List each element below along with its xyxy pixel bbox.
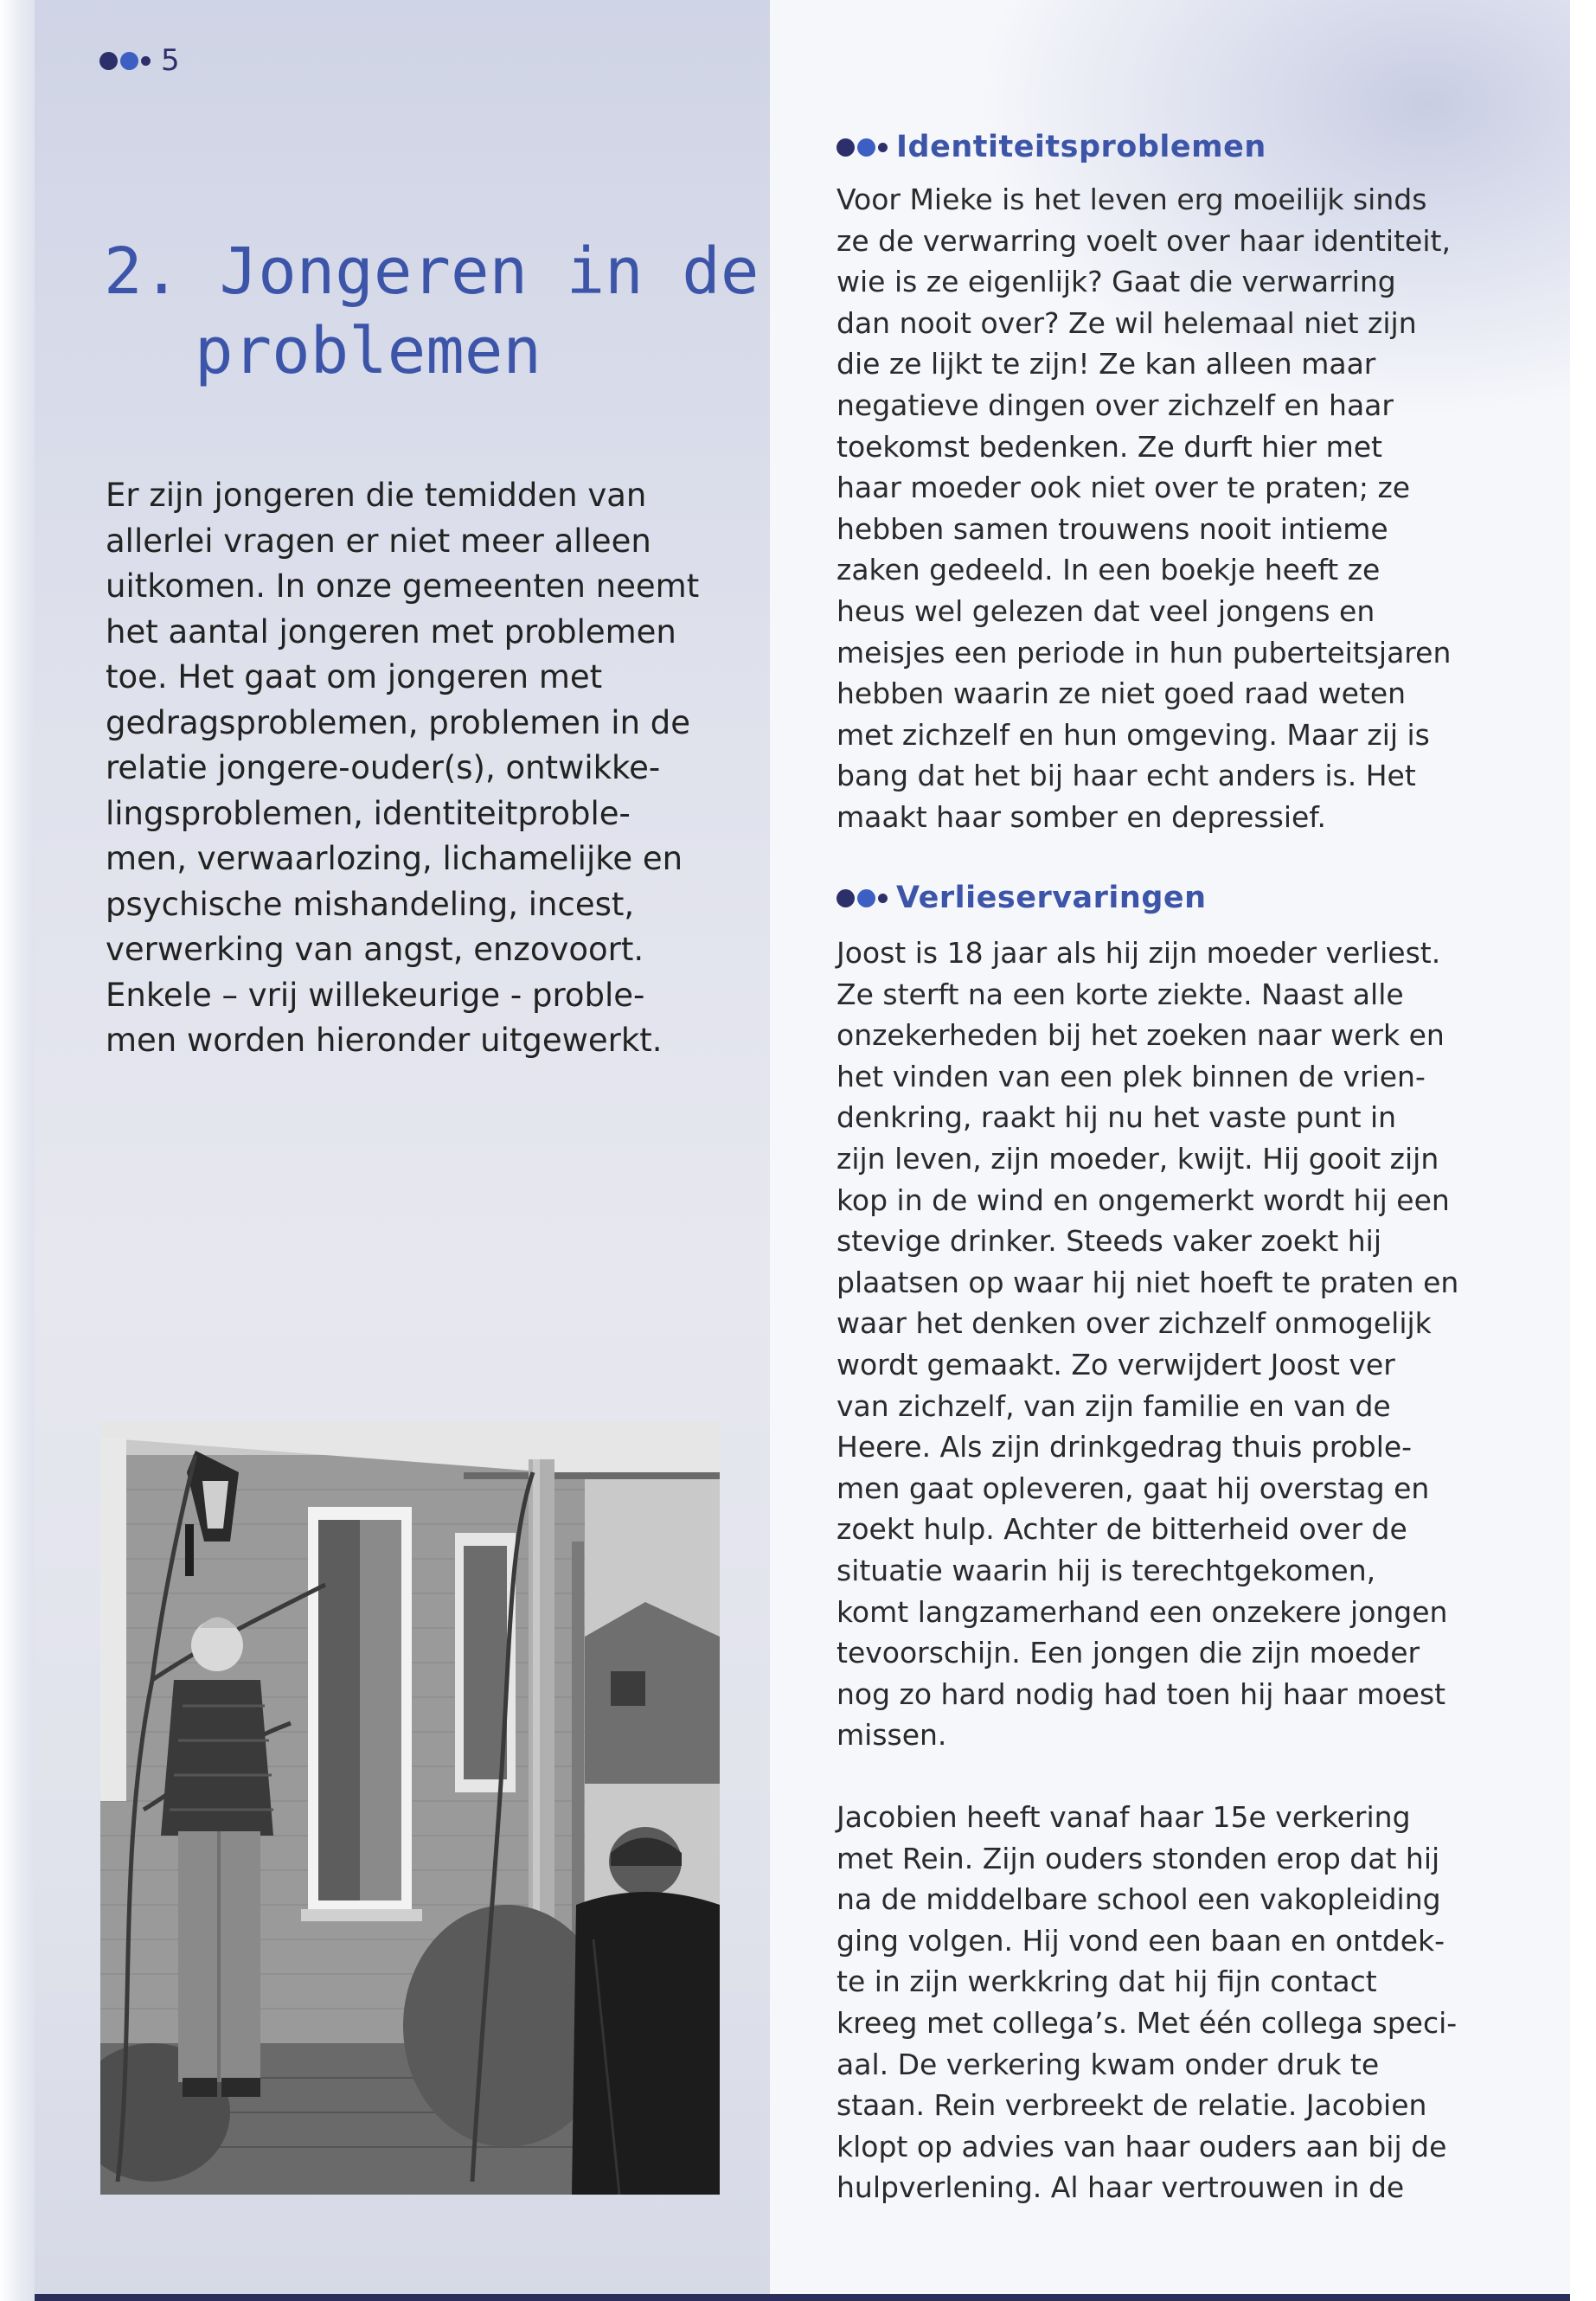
section-body-identiteit	[836, 179, 1563, 838]
photo-illustration	[100, 1420, 720, 2195]
text-line: bang dat het bij haar echt anders is. Het	[836, 759, 1416, 793]
text-line: kreeg met collega’s. Met één collega speci-	[836, 2005, 1458, 2040]
text-line: ging volgen. Hij vond een baan en ontdek-	[836, 1923, 1445, 1958]
photo-two-young-men	[100, 1420, 720, 2195]
section-heading-verlies	[836, 881, 1207, 915]
text-line: relatie jongere-ouder(s), ontwikke-	[106, 749, 661, 786]
text-line: heus wel gelezen dat veel jongens en	[836, 593, 1375, 628]
page-number	[99, 43, 180, 78]
text-line: denkring, raakt hij nu het vaste punt in	[836, 1100, 1397, 1135]
text-line: van zichzelf, van zijn familie en van de	[836, 1388, 1391, 1423]
text-line: die ze lijkt te zijn! Ze kan alleen maar	[836, 347, 1376, 381]
text-line: aal. De verkering kwam onder druk te	[836, 2047, 1380, 2081]
text-line: wie is ze eigenlijk? Gaat die verwarring	[836, 265, 1396, 299]
section-heading-identiteit	[836, 130, 1266, 164]
text-line: nog zo hard nodig had toen hij haar moest	[836, 1676, 1446, 1711]
text-line: gedragsproblemen, problemen in de	[106, 703, 691, 741]
chapter-title-line: problemen	[195, 314, 542, 388]
page-number-text: 5	[161, 43, 180, 78]
text-line: Enkele – vrij willekeurige - proble-	[106, 976, 645, 1014]
text-line: lingsproblemen, identiteitproble-	[106, 794, 631, 832]
text-line: dan nooit over? Ze wil helemaal niet zijn	[836, 305, 1417, 340]
text-line: onzekerheden bij het zoeken naar werk en	[836, 1018, 1445, 1053]
section-heading-text: Identiteitsproblemen	[896, 130, 1266, 164]
bottom-edge	[35, 2294, 1570, 2301]
section-body-verlies-joost	[836, 933, 1563, 1756]
text-line: met Rein. Zijn ouders stonden erop dat hij	[836, 1841, 1440, 1875]
text-line: staan. Rein verbreekt de relatie. Jacobien	[836, 2088, 1427, 2123]
text-line: maakt haar somber en depressief.	[836, 799, 1326, 834]
text-line: missen.	[836, 1718, 947, 1753]
bullet-dots-icon	[836, 138, 888, 157]
text-line: tevoorschijn. Een jongen die zijn moeder	[836, 1636, 1420, 1670]
bullet-dots-icon	[99, 52, 151, 70]
text-line: men, verwaarlozing, lichamelijke en	[106, 840, 683, 877]
text-line: wordt gemaakt. Zo verwijdert Joost ver	[836, 1347, 1395, 1381]
text-line: stevige drinker. Steeds vaker zoekt hij	[836, 1224, 1381, 1259]
text-line: men worden hieronder uitgewerkt.	[106, 1022, 663, 1059]
text-line: het aantal jongeren met problemen	[106, 612, 676, 651]
text-line: plaatsen op waar hij niet hoeft te praten en	[836, 1265, 1459, 1299]
text-line: na de middelbare school een vakopleiding	[836, 1882, 1441, 1917]
text-line: Voor Mieke is het leven erg moeilijk sinds	[836, 183, 1427, 216]
text-line: haar moeder ook niet over te praten; ze	[836, 471, 1411, 505]
text-line: hulpverlening. Al haar vertrouwen in de	[836, 2170, 1405, 2205]
text-line: toe. Het gaat om jongeren met	[106, 658, 603, 695]
text-line: Joost is 18 jaar als hij zijn moeder verliest.	[836, 936, 1441, 970]
text-line: psychische mishandeling, incest,	[106, 885, 635, 923]
page-edge-right	[1570, 0, 1596, 2301]
text-line: uitkomen. In onze gemeenten neemt	[106, 567, 700, 605]
text-line: hebben samen trouwens nooit intieme	[836, 511, 1388, 546]
text-line: ze de verwarring voelt over haar identiteit,	[836, 223, 1451, 258]
section-heading-text: Verlieservaringen	[896, 881, 1207, 915]
chapter-title	[104, 232, 760, 391]
text-line: toekomst bedenken. Ze durft hier met	[836, 429, 1382, 464]
page-edge-left	[0, 0, 35, 2301]
text-line: waar het denken over zichzelf onmogelijk	[836, 1306, 1432, 1341]
text-line: te in zijn werkkring dat hij fijn contact	[836, 1965, 1377, 1999]
text-line: kop in de wind en ongemerkt wordt hij een	[836, 1183, 1450, 1217]
text-line: zijn leven, zijn moeder, kwijt. Hij gooit zijn	[836, 1141, 1439, 1176]
text-line: meisjes een periode in hun puberteitsjaren	[836, 635, 1452, 670]
text-line: komt langzamerhand een onzekere jongen	[836, 1594, 1448, 1629]
text-line: Er zijn jongeren die temidden van	[106, 477, 647, 514]
text-line: zoekt hulp. Achter de bitterheid over de	[836, 1512, 1407, 1547]
text-line: Jacobien heeft vanaf haar 15e verkering	[836, 1800, 1411, 1834]
text-line: klopt op advies van haar ouders aan bij de	[836, 2129, 1447, 2163]
text-line: hebben waarin ze niet goed raad weten	[836, 676, 1407, 711]
chapter-title-line: 2. Jongeren in de	[104, 234, 760, 309]
bullet-dots-icon	[836, 889, 888, 907]
text-line: negatieve dingen over zichzelf en haar	[836, 388, 1394, 422]
text-line: men gaat opleveren, gaat hij overstag en	[836, 1471, 1430, 1505]
text-line: Ze sterft na een korte ziekte. Naast alle	[836, 977, 1404, 1011]
text-line: met zichzelf en hun omgeving. Maar zij is	[836, 717, 1430, 752]
text-line: het vinden van een plek binnen de vrien-	[836, 1059, 1426, 1093]
section-body-verlies-jacobien	[836, 1797, 1563, 2208]
intro-paragraph	[106, 473, 763, 1064]
text-line: verwerking van angst, enzovoort.	[106, 931, 644, 968]
text-line: zaken gedeeld. In een boekje heeft ze	[836, 553, 1381, 587]
text-line: Heere. Als zijn drinkgedrag thuis proble-	[836, 1430, 1413, 1465]
text-line: allerlei vragen er niet meer alleen	[106, 522, 651, 560]
text-line: situatie waarin hij is terechtgekomen,	[836, 1553, 1376, 1587]
